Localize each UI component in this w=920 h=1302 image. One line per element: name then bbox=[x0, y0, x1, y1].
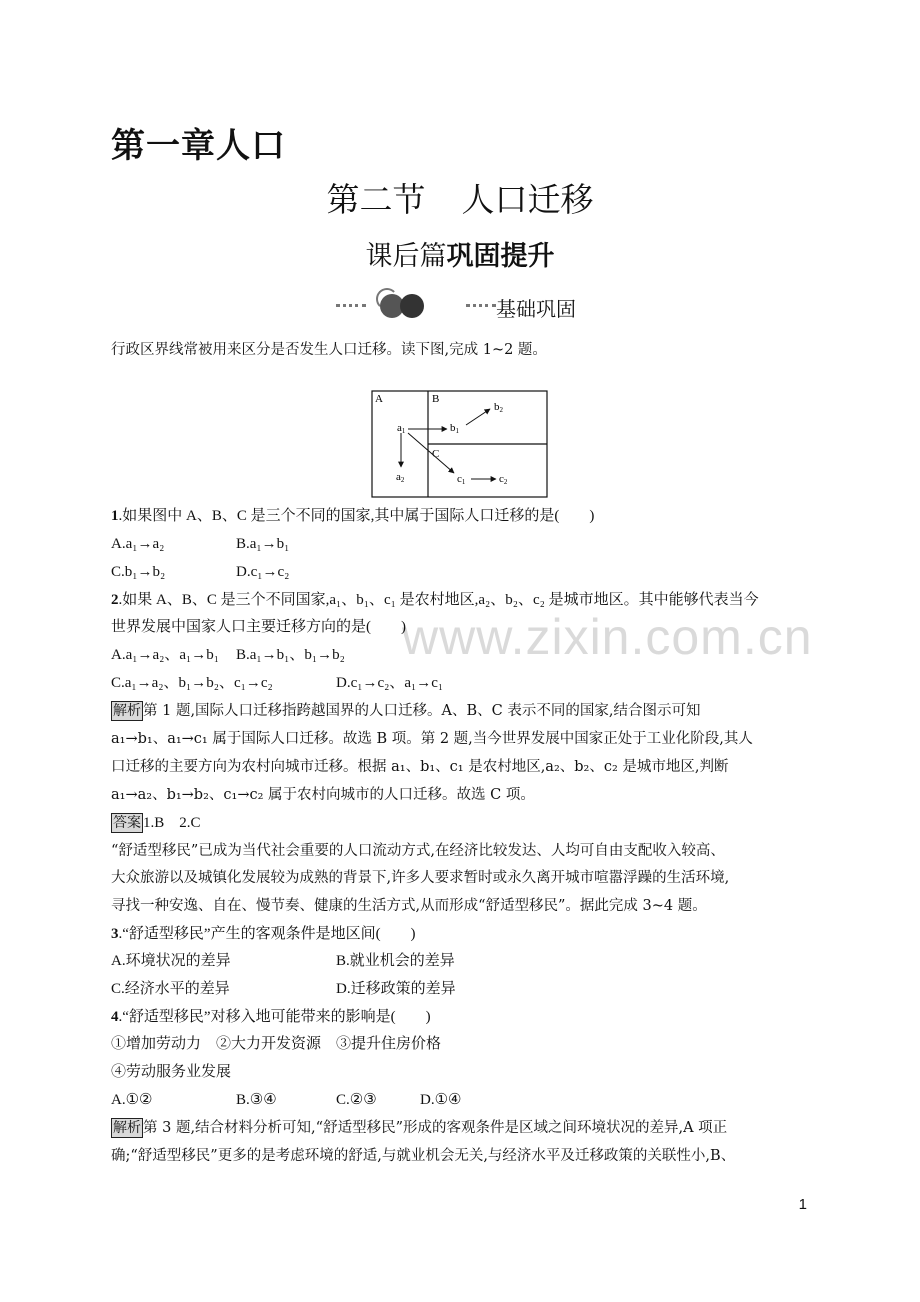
question-2-stem-cont: 世界发展中国家人口主要迁移方向的是( ) bbox=[111, 619, 406, 635]
analysis-1-line-4: a₁→a₂、b₁→b₂、c₁→c₂ 属于农村向城市的人口迁移。故选 C 项。 bbox=[111, 787, 535, 803]
question-4-items-2: ④劳动服务业发展 bbox=[111, 1064, 232, 1080]
option-b: B.a₁→b₁、b₁→b₂ bbox=[236, 647, 345, 663]
option-d: D.c₁→c₂ bbox=[236, 564, 290, 580]
region-label-b: B bbox=[432, 393, 440, 405]
analysis-tag: 解析 bbox=[113, 703, 141, 719]
analysis-2-line-1 bbox=[111, 1114, 727, 1142]
node-c1: c1 bbox=[457, 473, 466, 486]
option-d: D.①④ bbox=[420, 1092, 462, 1108]
question-1 bbox=[111, 502, 594, 530]
page-number: 1 bbox=[798, 1196, 807, 1213]
region-label-a: A bbox=[375, 393, 383, 405]
region-label-c: C bbox=[432, 448, 440, 460]
question-stem: .“舒适型移民”对移入地可能带来的影响是( ) bbox=[118, 1009, 431, 1025]
circle-icon bbox=[400, 294, 424, 318]
question-stem: .如果图中 A、B、C 是三个不同的国家,其中属于国际人口迁移的是( ) bbox=[118, 508, 595, 524]
section-divider bbox=[336, 288, 636, 324]
analysis-text: 第 3 题,结合材料分析可知,“舒适型移民”形成的客观条件是区域之间环境状况的差异,A 项正 bbox=[143, 1120, 728, 1136]
question-stem: .“舒适型移民”产生的客观条件是地区间( ) bbox=[118, 926, 416, 942]
watermark: www.zixin.com.cn bbox=[402, 609, 813, 665]
question-number: 2 bbox=[111, 592, 119, 608]
chapter-title: 第一章人口 bbox=[111, 126, 286, 166]
analysis-2-line-2: 确;“舒适型移民”更多的是考虑环境的舒适,与就业机会无关,与经济水平及迁移政策的关联性小,B、 bbox=[111, 1148, 736, 1164]
migration-diagram bbox=[370, 389, 550, 499]
analysis-1-line-1 bbox=[111, 697, 701, 725]
divider-label: 基础巩固 bbox=[496, 297, 576, 321]
question-number: 1 bbox=[111, 508, 119, 524]
intro-text-2-line-2: 大众旅游以及城镇化发展较为成熟的背景下,许多人要求暂时或永久离开城市喧嚣浮躁的生活环境, bbox=[111, 870, 730, 886]
answer-1 bbox=[111, 809, 201, 837]
option-a: A.a₁→a₂ bbox=[111, 536, 165, 552]
analysis-tag: 解析 bbox=[113, 1120, 141, 1136]
analysis-1-line-2: a₁→b₁、a₁→c₁ 属于国际人口迁移。故选 B 项。第 2 题,当今世界发展中国家正处于工业化阶段,其人 bbox=[111, 731, 753, 747]
intro-text-2-line-1: “舒适型移民”已成为当代社会重要的人口流动方式,在经济比较发达、人均可自由支配收入较高、 bbox=[111, 843, 725, 859]
option-d: D.c₁→c₂、a₁→c₁ bbox=[336, 675, 444, 691]
question-number: 3 bbox=[111, 926, 119, 942]
question-3 bbox=[111, 920, 416, 948]
arrow-a1-c1 bbox=[408, 433, 454, 473]
option-c: C.b₁→b₂ bbox=[111, 564, 166, 580]
option-b: B.③④ bbox=[236, 1092, 277, 1108]
answer-tag: 答案 bbox=[113, 815, 141, 831]
option-d: D.迁移政策的差异 bbox=[336, 981, 456, 997]
analysis-1-line-3: 口迁移的主要方向为农村向城市迁移。根据 a₁、b₁、c₁ 是农村地区,a₂、b₂、c₂ 是城市地区,判断 bbox=[111, 759, 729, 775]
intro-text-2-line-3: 寻找一种安逸、自在、慢节奏、健康的生活方式,从而形成“舒适型移民”。据此完成 3~4 题。 bbox=[111, 898, 707, 914]
question-2 bbox=[111, 586, 759, 614]
section-name: 人口迁移 bbox=[461, 180, 594, 219]
option-c: C.②③ bbox=[336, 1092, 377, 1108]
option-a: A.a₁→a₂、a₁→b₁ bbox=[111, 647, 219, 663]
node-c2: c2 bbox=[499, 473, 508, 486]
dotted-line-right bbox=[466, 304, 496, 307]
subtitle-bold: 巩固提升 bbox=[446, 241, 555, 272]
arrow-b1-b2 bbox=[466, 409, 490, 425]
intro-text-1: 行政区界线常被用来区分是否发生人口迁移。读下图,完成 1~2 题。 bbox=[111, 342, 547, 358]
analysis-text: 第 1 题,国际人口迁移指跨越国界的人口迁移。A、B、C 表示不同的国家,结合图示可知 bbox=[143, 703, 701, 719]
option-a: A.环境状况的差异 bbox=[111, 953, 231, 969]
option-a: A.①② bbox=[111, 1092, 153, 1108]
subtitle bbox=[0, 234, 920, 273]
option-c: C.经济水平的差异 bbox=[111, 981, 230, 997]
subtitle-prefix: 课后篇 bbox=[365, 241, 447, 272]
section-title bbox=[0, 174, 920, 221]
node-b2: b2 bbox=[494, 401, 503, 414]
question-number: 4 bbox=[111, 1009, 119, 1025]
question-stem: .如果 A、B、C 是三个不同国家,a₁、b₁、c₁ 是农村地区,a₂、b₂、c₂ 是城市地区。其中能够代表当今 bbox=[118, 592, 759, 608]
question-4-items-1: ①增加劳动力 ②大力开发资源 ③提升住房价格 bbox=[111, 1036, 442, 1052]
option-b: B.a₁→b₁ bbox=[236, 536, 290, 552]
option-b: B.就业机会的差异 bbox=[336, 953, 455, 969]
node-a1: a1 bbox=[397, 422, 406, 435]
node-a2: a2 bbox=[396, 471, 405, 484]
option-c: C.a₁→a₂、b₁→b₂、c₁→c₂ bbox=[111, 675, 273, 691]
section-number: 第二节 bbox=[326, 180, 426, 219]
answer-text: 1.B 2.C bbox=[143, 815, 201, 831]
node-b1: b1 bbox=[450, 422, 459, 435]
question-4 bbox=[111, 1003, 431, 1031]
dotted-line-left bbox=[336, 304, 366, 307]
